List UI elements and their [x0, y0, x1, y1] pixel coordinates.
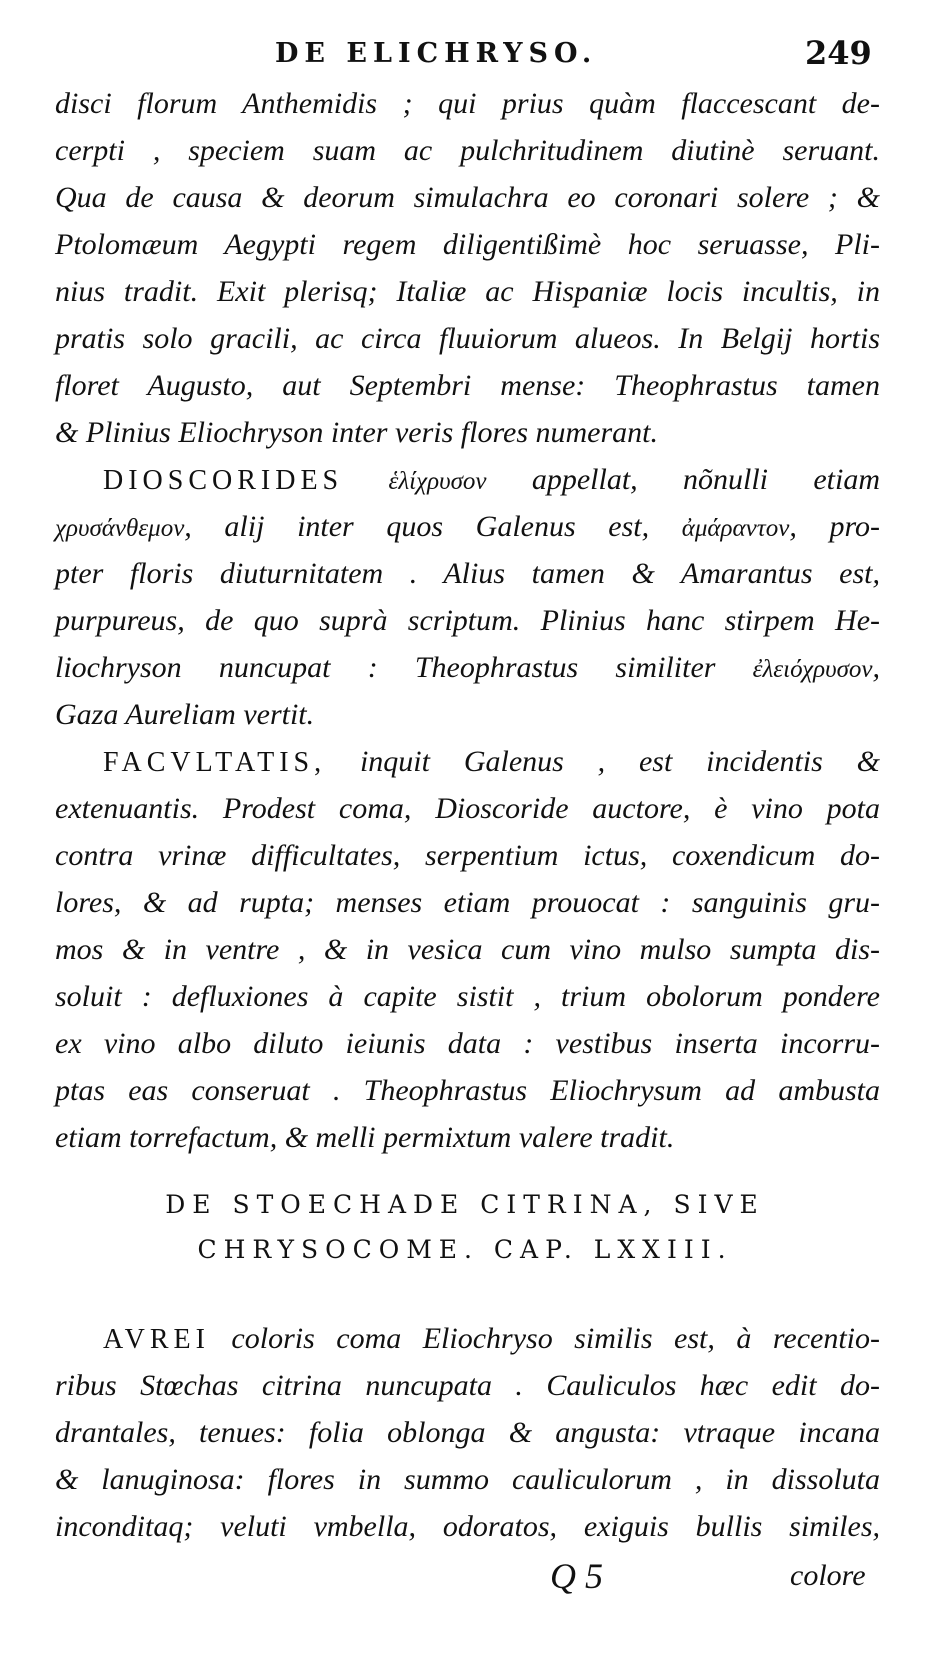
text-line: [55, 738, 880, 785]
text-line: pratis solo gracili, ac circa fluuiorum alueos. In Belgij hortis: [55, 322, 880, 355]
text-line: lores, & ad rupta; menses etiam prouocat : sanguinis gru-: [55, 886, 880, 919]
catchword: colore: [790, 1559, 866, 1592]
greek-word: ἀμάραντον: [681, 515, 790, 542]
text-run: appellat, nõnulli etiam: [486, 463, 880, 496]
text-run: ,: [872, 651, 880, 684]
text-line: ex vino albo diluto ieiunis data : vestibus inserta incorru-: [55, 1027, 880, 1060]
text-line: & lanuginosa: flores in summo cauliculorum , in dissoluta: [55, 1463, 880, 1496]
text-line: extenuantis. Prodest coma, Dioscoride auctore, è vino pota: [55, 792, 880, 825]
text-line: [55, 503, 880, 550]
text-line: disci florum Anthemidis ; qui prius quàm flaccescant de-: [55, 87, 880, 120]
text-run: liochryson nuncupat : Theophrastus similiter: [55, 651, 753, 684]
signature-mark: Q 5: [550, 1556, 603, 1596]
text-run: inquit Galenus , est incidentis &: [326, 745, 880, 778]
text-line: & Plinius Eliochryson inter veris flores numerant.: [55, 416, 659, 449]
text-line: etiam torrefactum, & melli permixtum valere tradit.: [55, 1121, 675, 1154]
text-run: , pro-: [789, 510, 880, 543]
text-line: contra vrinæ difficultates, serpentium ictus, coxendicum do-: [55, 839, 880, 872]
text-line: Qua de causa & deorum simulachra eo coronari solere ; &: [55, 181, 880, 214]
text-line: drantales, tenues: folia oblonga & angusta: vtraque incana: [55, 1416, 880, 1449]
text-line: Gaza Aureliam vertit.: [55, 698, 315, 731]
chapter-heading-line-1: DE STOECHADE CITRINA, SIVE: [165, 1190, 765, 1219]
greek-word: ἐλειόχρυσον: [752, 656, 873, 683]
text-run: coloris coma Eliochryso similis est, à recentio-: [209, 1322, 880, 1355]
text-line: pter floris diuturnitatem . Alius tamen & Amarantus est,: [55, 557, 880, 590]
text-line: [55, 456, 880, 503]
text-line: mos & in ventre , & in vesica cum vino mulso sumpta dis-: [55, 933, 880, 966]
text-line: [55, 1315, 880, 1362]
paragraph-elichrysum-description: [55, 80, 880, 456]
text-line: [55, 644, 880, 691]
text-line: soluit : defluxiones à capite sistit , trium obolorum pondere: [55, 980, 880, 1013]
text-line: inconditaq; veluti vmbella, odoratos, exiguis bullis similes,: [55, 1510, 880, 1543]
greek-word: χρυσάνθεμον: [55, 515, 185, 542]
page-number: 249: [805, 34, 872, 72]
chapter-heading-line-2: CHRYSOCOME. CAP. LXXIII.: [197, 1235, 733, 1264]
running-head: [0, 34, 930, 78]
greek-word: ἑλίχρυσον: [388, 468, 487, 495]
text-line: cerpti , speciem suam ac pulchritudinem diutinè seruant.: [55, 134, 880, 167]
text-line: Ptolomæum Aegypti regem diligentißimè hoc seruasse, Pli-: [55, 228, 880, 261]
text-run: , alij inter quos Galenus est,: [184, 510, 682, 543]
paragraph-lead-word: AVREI: [103, 1324, 210, 1355]
page-footer: [0, 1555, 930, 1605]
paragraph-names: [55, 456, 880, 738]
paragraph-faculties: [55, 738, 880, 1161]
text-line: ribus Stœchas citrina nuncupata . Cauliculos hæc edit do-: [55, 1369, 880, 1402]
text-line: floret Augusto, aut Septembri mense: Theophrastus tamen: [55, 369, 880, 402]
paragraph-lead-word: FACVLTATIS,: [103, 747, 327, 778]
running-title: DE ELICHRYSO.: [275, 38, 598, 69]
text-line: nius tradit. Exit plerisq; Italiæ ac Hispaniæ locis incultis, in: [55, 275, 880, 308]
text-line: purpureus, de quo suprà scriptum. Plinius hanc stirpem He-: [55, 604, 880, 637]
paragraph-stoechas-description: [55, 1315, 880, 1550]
text-line: ptas eas conseruat . Theophrastus Eliochrysum ad ambusta: [55, 1074, 880, 1107]
paragraph-lead-word: DIOSCORIDES: [103, 465, 344, 496]
